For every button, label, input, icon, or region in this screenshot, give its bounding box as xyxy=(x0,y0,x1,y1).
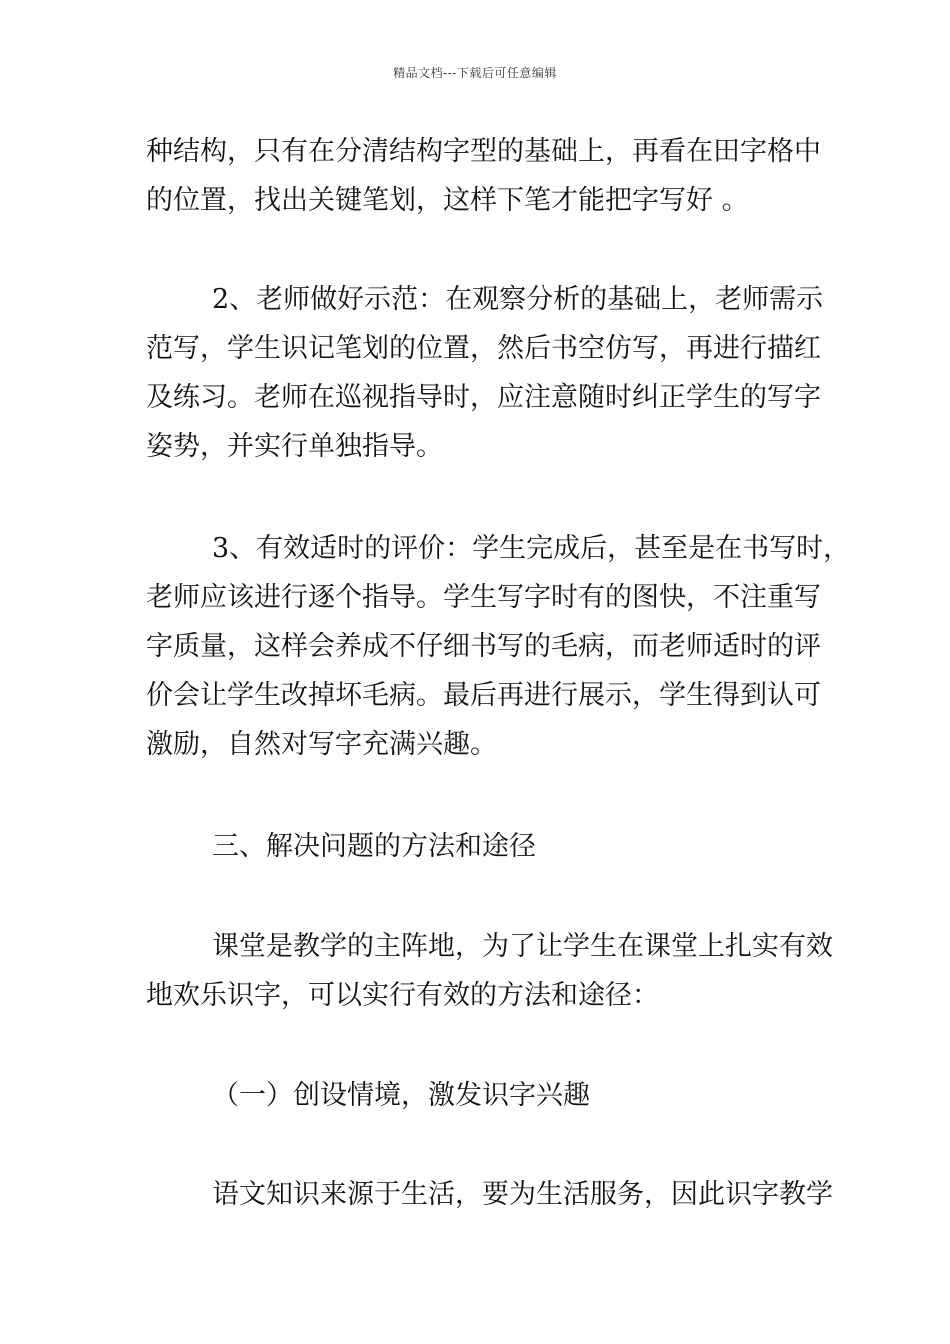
paragraph-timely-evaluation xyxy=(146,524,851,769)
text-line: 老师应该进行逐个指导。学生写字时有的图快，不注重写 xyxy=(146,582,821,613)
text-line: 字质量，这样会养成不仔细书写的毛病，而老师适时的评 xyxy=(146,631,821,662)
page-header: 精品文档---下载后可任意编辑 xyxy=(393,66,557,80)
text-line: 价会让学生改掉坏毛病。最后再进行展示，学生得到认可 xyxy=(146,680,821,711)
paragraph-classroom xyxy=(146,922,836,1020)
section-heading xyxy=(146,822,836,871)
heading-line: （一）创设情境，激发识字兴趣 xyxy=(212,1080,590,1111)
text-line: 激励，自然对写字充满兴趣。 xyxy=(146,729,497,760)
text-line: 课堂是教学的主阵地，为了让学生在课堂上扎实有效 xyxy=(212,931,833,962)
text-line: 及练习。老师在巡视指导时，应注意随时纠正学生的写字 xyxy=(146,382,821,413)
text-line: 的位置，找出关键笔划，这样下笔才能把字写好 。 xyxy=(146,185,749,216)
subsection-heading xyxy=(146,1071,836,1120)
text-line: 姿势，并实行单独指导。 xyxy=(146,431,443,462)
text-line: 2、老师做好示范：在观察分析的基础上，老师需示 xyxy=(212,284,824,315)
paragraph-language-knowledge xyxy=(146,1170,836,1219)
paragraph-teacher-demonstration xyxy=(146,275,836,471)
text-line: 语文知识来源于生活，要为生活服务，因此识字教学 xyxy=(212,1179,833,1210)
heading-line: 三、解决问题的方法和途径 xyxy=(212,831,536,862)
text-line: 范写，学生识记笔划的位置，然后书空仿写，再进行描红 xyxy=(146,333,821,364)
text-line: 3、有效适时的评价：学生完成后，甚至是在书写时， xyxy=(212,533,851,564)
paragraph-continuation xyxy=(146,127,836,225)
text-line: 种结构，只有在分清结构字型的基础上，再看在田字格中 xyxy=(146,136,821,167)
text-line: 地欢乐识字，可以实行有效的方法和途径： xyxy=(146,980,659,1011)
